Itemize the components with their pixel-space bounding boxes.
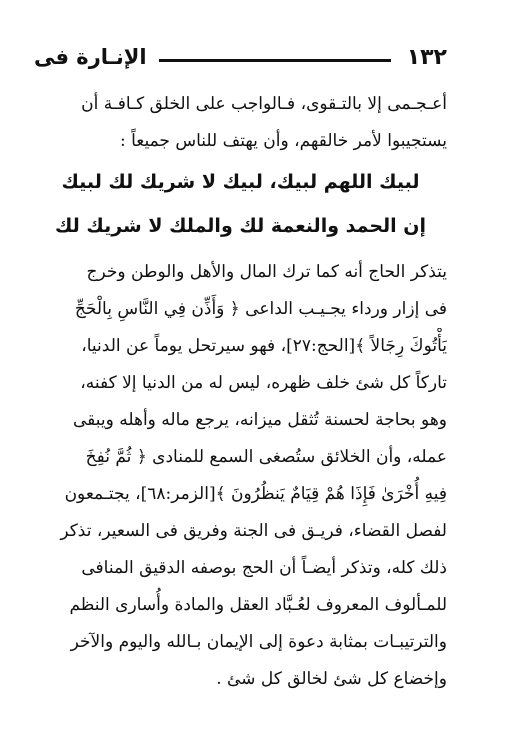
text-line: وإخضاع كل شئ لخالق كل شئ . bbox=[216, 669, 447, 689]
running-title: الإنـارة فى bbox=[34, 45, 147, 69]
text-line: فِيهِ أُخْرَىٰ فَإِذَا هُمْ قِيَامٌ يَنظُرُونَ ﴾[الزمر:٦٨]، يجتـمعون bbox=[64, 484, 447, 504]
text-line: فى إزار ورداء يجـيـب الداعى ﴿ وَأَذِّن فِي النَّاسِ بِالْحَجِّ bbox=[74, 299, 447, 319]
text-line: يستجيبوا لأمر خالقهم، وأن يهتف للناس جميعاً : bbox=[119, 131, 447, 151]
text-line: لفصل القضاء، فريـق فى الجنة وفريق فى السعير، تذكر bbox=[60, 521, 447, 541]
text-line: أعـجـمى إلا بالتـقوى، فـالواجب على الخلق كـافـة أن bbox=[81, 94, 447, 114]
page-body bbox=[34, 86, 447, 698]
talbiya-line: إن الحمد والنعمة لك والملك لا شريك لك bbox=[54, 215, 427, 237]
text-line: يَأْتُوكَ رِجَالاً ﴾[الحج:٢٧]، فهو سيرتحل يوماً عن الدنيا، bbox=[81, 336, 447, 356]
text-line: والترتيبـات بمثابة دعوة إلى الإيمان بـالله واليوم والآخر bbox=[70, 632, 447, 652]
text-line: تاركاً كل شئ خلف ظهره، ليس له من الدنيا إلا كفنه، bbox=[80, 373, 447, 393]
text-line: يتذكر الحاج أنه كما ترك المال والأهل والوطن وخرج bbox=[86, 262, 447, 282]
text-line: للمـألوف المعروف لعُـبَّاد العقل والمادة وأُسارى النظم bbox=[69, 595, 447, 615]
page-header bbox=[34, 40, 447, 74]
text-line: ذلك كله، وتذكر أيضـاً أن الحج بوصفه الدقيق المنافى bbox=[81, 558, 447, 578]
text-line: عمله، وأن الخلائق ستُصغى السمع للمنادى ﴿ ثُمَّ نُفِخَ bbox=[85, 447, 447, 467]
text-line: وهو بحاجة لحسنة تُثقل ميزانه، يرجع ماله وأهله ويبقى bbox=[73, 410, 447, 430]
page-number: ١٣٢ bbox=[406, 44, 447, 70]
header-rule bbox=[159, 59, 391, 62]
talbiya-line: لبيك اللهم لبيك، لبيك لا شريك لك لبيك bbox=[61, 171, 420, 193]
